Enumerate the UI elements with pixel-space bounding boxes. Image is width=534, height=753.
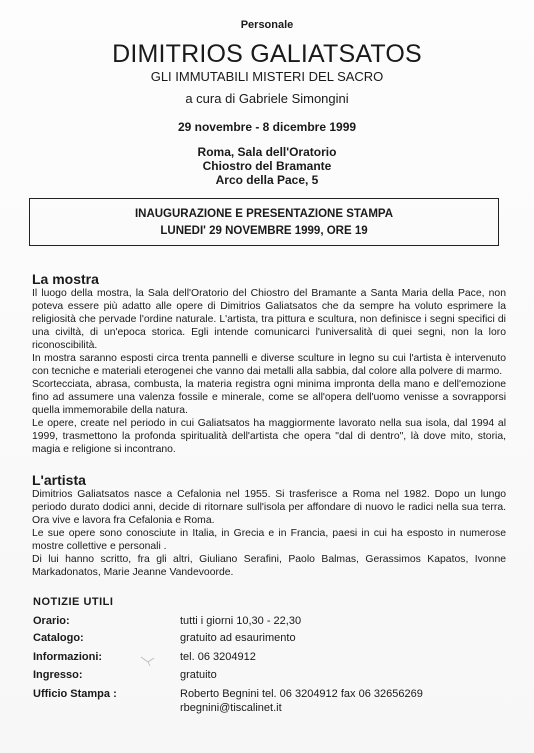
exhibition-subtitle: GLI IMMUTABILI MISTERI DEL SACRO: [150, 69, 384, 84]
info-row-orario: [33, 615, 503, 633]
paragraph: Le opere, create nel periodo in cui Galiatsatos ha maggiormente lavorato nella sua isola, dal 1994 al 1999, trasmettono la profonda spiritualità dell'artista che opera "dal di dentro", là dove mito, storia, magia e religione si incontrano.: [32, 418, 506, 455]
info-section-title: NOTIZIE UTILI: [33, 596, 114, 608]
artist-name-heading: DIMITRIOS GALIATSATOS: [112, 40, 422, 68]
info-label: Orario:: [33, 615, 70, 627]
info-value: tutti i giorni 10,30 - 22,30: [180, 615, 302, 627]
info-value: gratuito ad esaurimento: [180, 632, 296, 644]
info-label: Catalogo:: [33, 632, 84, 644]
paragraph: Di lui hanno scritto, fra gli altri, Giuliano Serafini, Paolo Balmas, Gerassimos Kapatos, Ivonne Markadonatos, Marie Jeanne Vandevoorde.: [32, 554, 506, 578]
info-value: Roberto Begnini tel. 06 3204912 fax 06 32656269: [180, 688, 423, 700]
paragraph: Il luogo della mostra, la Sala dell'Oratorio del Chiostro del Bramante a Santa Maria della Pace, non poteva essere più adatto alle opere di Dimitrios Galiatsatos che da sempre ha voluto esprimere la religiosità che pervade l'ordine naturale. L'artista, tra pittura e scultura, non definisce i segni specifici di una civiltà, di un'epoca storica. Egli intende comunicarci l'universalità di quei segni, non la loro riconoscibilità.: [32, 288, 506, 351]
curator-line: a cura di Gabriele Simongini: [185, 91, 349, 106]
section-title-mostra: La mostra: [32, 271, 99, 287]
paragraph: Scortecciata, abrasa, combusta, la materia registra ogni minima impronta della mano e dell'emozione fino ad assumere una valenza fossile e minerale, come se all'opera dell'uomo venisse a sovrapporsi quella immemorabile della natura.: [32, 379, 506, 416]
exhibition-dates: 29 novembre - 8 dicembre 1999: [177, 120, 357, 134]
section-title-artista: L'artista: [32, 472, 86, 488]
venue-address: [0, 145, 534, 187]
info-row-catalogo: [33, 632, 503, 650]
opening-event-title: INAUGURAZIONE E PRESENTAZIONE STAMPA: [134, 208, 394, 220]
info-row-informazioni: [33, 651, 503, 669]
paragraph: Le sue opere sono conosciute in Italia, in Grecia e in Francia, paesi in cui ha esposto in numerose mostre collettive e personali .: [32, 528, 506, 552]
info-label: Informazioni:: [33, 651, 103, 663]
info-value: gratuito: [180, 669, 217, 681]
paper-fold-mark: [140, 655, 156, 667]
venue-line: Roma, Sala dell'Oratorio: [197, 145, 337, 159]
opening-event-box: [29, 198, 499, 246]
info-value: tel. 06 3204912: [180, 651, 256, 663]
info-row-ingresso: [33, 669, 503, 687]
info-label: Ingresso:: [33, 669, 83, 681]
paragraph: Dimitrios Galiatsatos nasce a Cefalonia nel 1955. Si trasferisce a Roma nel 1982. Dopo un lungo periodo durato dodici anni, decide di ritornare sull'isola per affondare di nuovo le radici nella sua terra. Ora vive e lavora fra Cefalonia e Roma.: [32, 489, 506, 526]
venue-line: Chiostro del Bramante: [202, 159, 332, 173]
opening-event-datetime: LUNEDI' 29 NOVEMBRE 1999, ORE 19: [160, 225, 368, 237]
section-body-artista: [32, 488, 506, 579]
paragraph: In mostra saranno esposti circa trenta pannelli e diverse sculture in legno su cui l'artista è intervenuto con tecniche e materiali eterogenei che vanno dai metalli alla sabbia, dal colore alla polvere di marmo.: [32, 353, 506, 377]
info-row-email: [33, 702, 503, 720]
exhibition-type-label: Personale: [240, 19, 294, 31]
venue-line: Arco della Pace, 5: [215, 173, 319, 187]
section-body-mostra: [32, 287, 506, 456]
info-label: Ufficio Stampa :: [33, 688, 117, 700]
press-email: rbegnini@tiscalinet.it: [180, 702, 282, 714]
